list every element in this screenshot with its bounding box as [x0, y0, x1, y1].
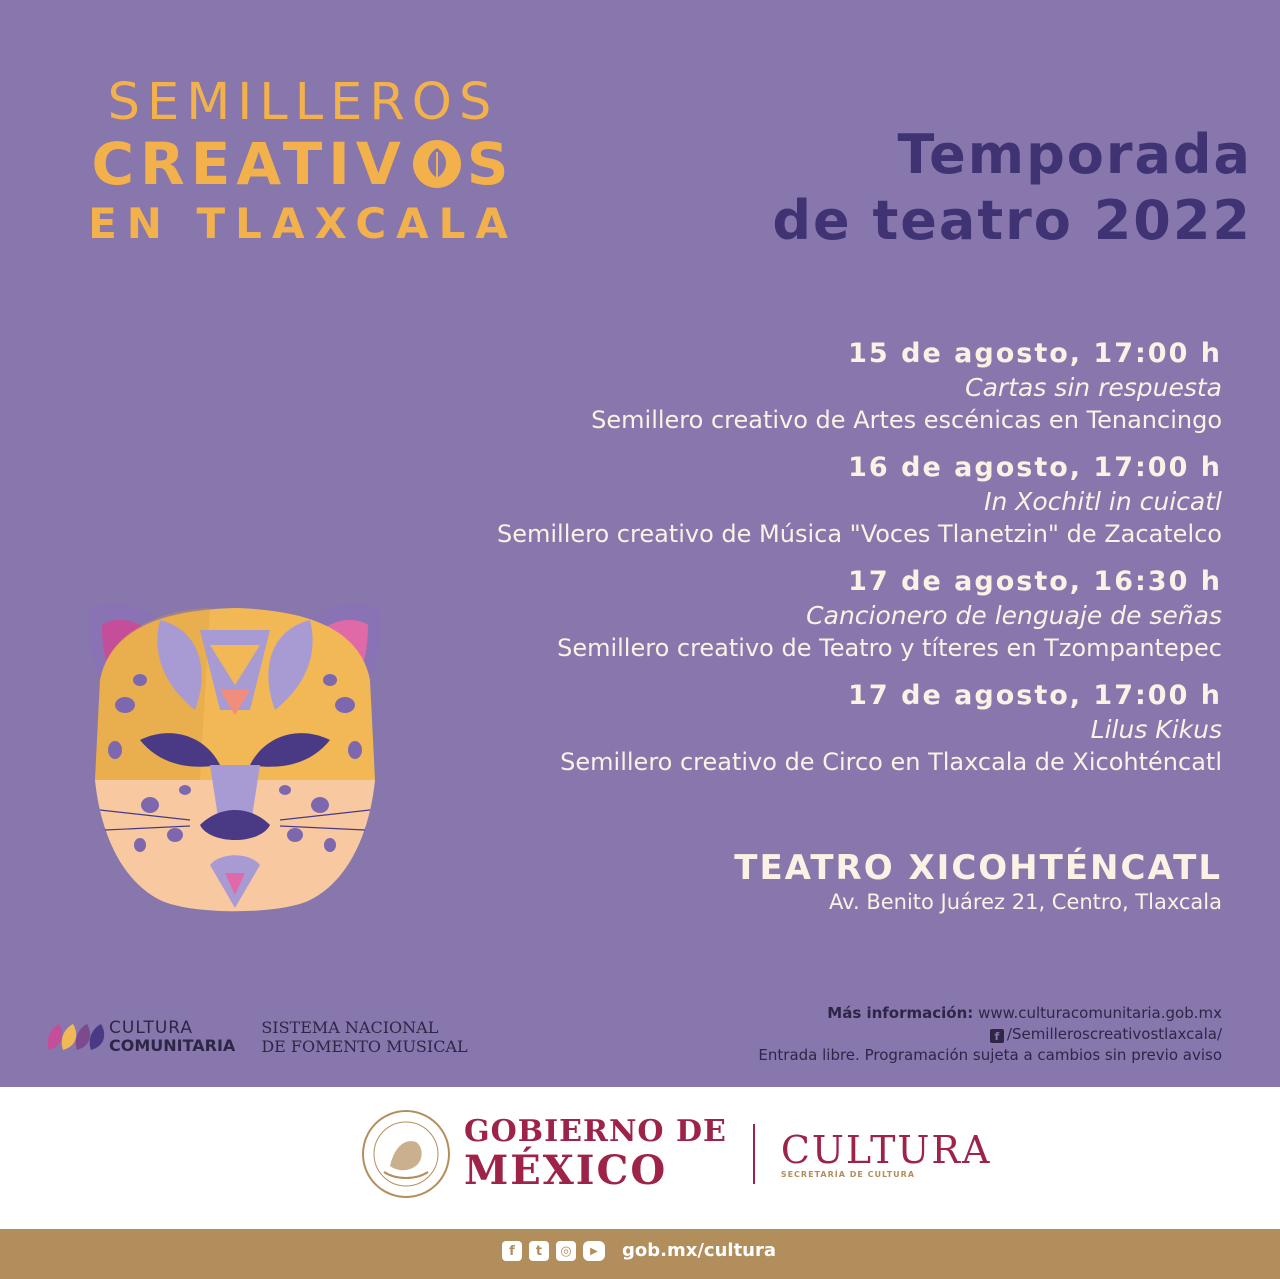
event-group: Semillero creativo de Música "Voces Tlanetzin" de Zacatelco: [497, 520, 1222, 548]
info-notice: Entrada libre. Programación sujeta a cambios sin previo aviso: [758, 1046, 1222, 1064]
brand-line-2-a: CREATIV: [91, 130, 407, 198]
brand-line-1: SEMILLEROS: [107, 73, 499, 132]
event-title: Cancionero de lenguaje de señas: [806, 601, 1222, 630]
semilleros-logo: [58, 74, 548, 252]
snfm-line-2: DE FOMENTO MUSICAL: [261, 1037, 468, 1056]
cultura-comunitaria-line-1: CULTURA: [109, 1018, 194, 1038]
event-item: [322, 678, 1222, 778]
jaguar-mask-illustration: [80, 590, 390, 920]
secretaria-de-cultura: SECRETARÍA DE CULTURA: [780, 1169, 916, 1179]
petals-icon: [45, 1020, 105, 1054]
cultura-comunitaria-line-2: COMUNITARIA: [109, 1036, 236, 1055]
season-line-2: de teatro 2022: [772, 189, 1252, 252]
gobierno-logo: [360, 1108, 992, 1200]
info-facebook-line: [758, 1024, 1222, 1045]
twitter-icon[interactable]: t: [529, 1241, 549, 1261]
youtube-icon[interactable]: ▶: [583, 1241, 605, 1261]
event-title: Lilus Kikus: [1090, 715, 1222, 744]
event-list: [322, 336, 1222, 792]
gobierno-line-1: GOBIERNO DE: [464, 1114, 727, 1149]
event-title: Cartas sin respuesta: [965, 373, 1222, 402]
season-line-1: Temporada: [897, 123, 1252, 186]
more-info: [758, 1003, 1222, 1066]
brand-line-2: [58, 132, 548, 196]
venue-address: Av. Benito Juárez 21, Centro, Tlaxcala: [829, 890, 1222, 914]
snfm-line-1: SISTEMA NACIONAL: [261, 1018, 439, 1037]
event-item: [322, 450, 1222, 550]
social-links: [502, 1240, 776, 1261]
info-website[interactable]: www.culturacomunitaria.gob.mx: [978, 1004, 1222, 1022]
brand-line-3: EN TLAXCALA: [88, 199, 518, 248]
sistema-nacional-logo: [261, 1018, 467, 1056]
season-heading: [772, 122, 1252, 254]
cultura-logo: [780, 1127, 992, 1179]
info-website-line: [758, 1003, 1222, 1024]
event-date: 17 de agosto, 17:00 h: [848, 680, 1222, 711]
brand-line-2-b: S: [466, 130, 515, 198]
event-group: Semillero creativo de Teatro y títeres en Tzompantepec: [557, 634, 1222, 662]
facebook-icon: f: [990, 1029, 1004, 1043]
event-title: In Xochitl in cuicatl: [984, 487, 1222, 516]
gobierno-line-2: MÉXICO: [464, 1147, 668, 1194]
event-date: 17 de agosto, 16:30 h: [848, 566, 1222, 597]
event-date: 16 de agosto, 17:00 h: [848, 452, 1222, 483]
logo-divider: [753, 1124, 755, 1184]
event-item: [322, 564, 1222, 664]
event-item: [322, 336, 1222, 436]
venue-name: TEATRO XICOHTÉNCATL: [734, 848, 1222, 888]
national-seal-icon: [360, 1108, 452, 1200]
footer-url[interactable]: gob.mx/cultura: [622, 1240, 777, 1261]
instagram-icon[interactable]: ◎: [556, 1241, 576, 1261]
cultura-comunitaria-logo: [45, 1019, 235, 1055]
venue-block: [734, 848, 1222, 916]
leaf-icon: [411, 138, 463, 190]
event-group: Semillero creativo de Circo en Tlaxcala de Xicohténcatl: [560, 748, 1222, 776]
info-label: Más información:: [827, 1004, 974, 1022]
facebook-icon[interactable]: f: [502, 1241, 522, 1261]
event-group: Semillero creativo de Artes escénicas en Tenancingo: [591, 406, 1222, 434]
event-date: 15 de agosto, 17:00 h: [848, 338, 1222, 369]
cultura-word: CULTURA: [780, 1127, 992, 1172]
partner-logos: [45, 1018, 468, 1056]
info-facebook[interactable]: /Semilleroscreativostlaxcala/: [1006, 1025, 1222, 1043]
